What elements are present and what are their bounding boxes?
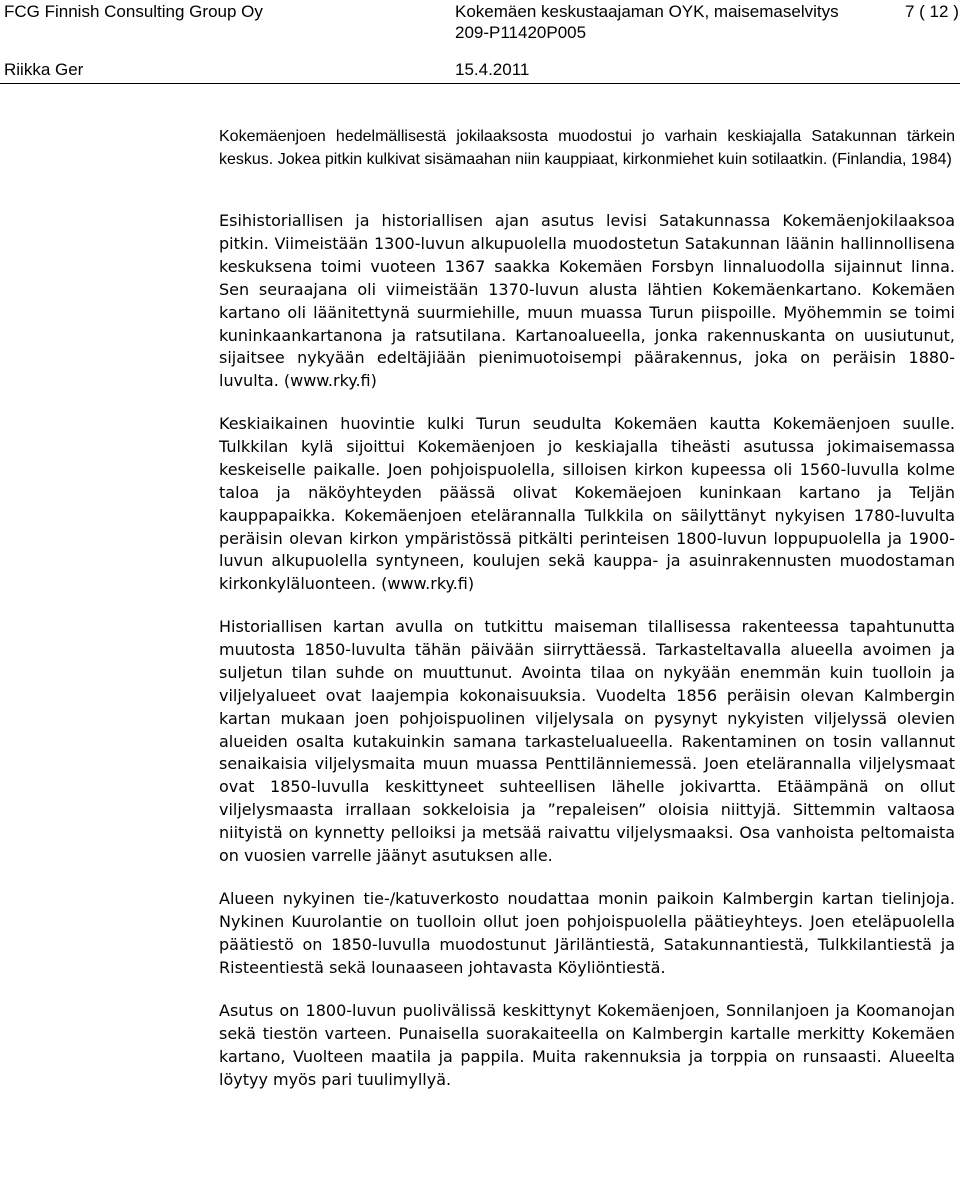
page-number: 7 ( 12 ) <box>905 2 959 21</box>
document-date: 15.4.2011 <box>455 60 530 79</box>
company-name: FCG Finnish Consulting Group Oy <box>4 2 263 21</box>
header-divider <box>0 83 960 84</box>
paragraph-settlement-1800s: Asutus on 1800-luvun puolivälissä keskittynyt Kokemäenjoen, Sonnilanjoen ja Koomanojan sekä tiestön varteen. Punaisella suorakaiteella on Kalmbergin kartalle merkitty Kokemäen kartano, Vuolteen maatila ja pappila. Muita rakennuksia ja torppia on runsaasti. Alueelta löytyy myös pari tuulimyllyä. <box>219 1001 955 1089</box>
paragraph-settlement-history: Esihistoriallisen ja historiallisen ajan asutus levisi Satakunnassa Kokemäenjokilaaksoa pitkin. Viimeistään 1300-luvun alkupuolella muodostetun Satakunnan läänin hallinnollisena keskuksena toimi vuoteen 1367 saakka Kokemäen Forsbyn linnaluodolla sijainnut linna. Sen seuraajana oli viimeistään 1370-luvun alusta lähtien Kokemäenkartano. Kokemäen kartano oli läänitettynä suurmiehille, muun muassa Turun piispoille. Myöhemmin se toimi kuninkaankartanona ja ratsutilana. Kartanoalueella, jonka rakennuskanta on uusiutunut, sijaitsee nykyään edeltäjiään pienimuotoisempi päärakennus, joka on peräisin 1880-luvulta. (www.rky.fi) <box>219 211 955 391</box>
document-title: Kokemäen keskustaajaman OYK, maisemaselvitys <box>455 2 839 21</box>
project-code: 209-P11420P005 <box>455 23 587 42</box>
paragraph-medieval-road: Keskiaikainen huovintie kulki Turun seudulta Kokemäen kautta Kokemäenjoen suulle. Tulkkilan kylä sijoittui Kokemäenjoen jo keskiajalla tiheästi asutussa jokimaisemassa keskeiselle paikalle. Joen pohjoispuolella, silloisen kirkon kupeessa oli 1560-luvulla kolme taloa ja näköyhteyden päässä olivat Kokemäejoen kuninkaan kartano ja Teljän kauppapaikka. Kokemäenjoen etelärannalla Tulkkila on säilyttänyt nykyisen 1780-luvulta peräisin olevan kirkon ympäristössä pitkälti perinteisen 1800-luvun loppupuolella ja 1900-luvun alkupuolella syntyneen, koulujen sekä kauppa- ja asuinrakennusten muodostaman kirkonkyläluonteen. (www.rky.fi) <box>219 414 955 594</box>
author-name: Riikka Ger <box>4 60 84 79</box>
paragraph-historical-map: Historiallisen kartan avulla on tutkittu maiseman tilallisessa rakenteessa tapahtunutta muutosta 1850-luvulta tähän päivään siirryttäessä. Tarkasteltavalla alueella avoimen ja suljetun tilan suhde on muuttunut. Avointa tilaa on nykyään enemmän kuin tuolloin ja viljelyalueet ovat laajempia kokonaisuuksia. Vuodelta 1856 peräisin olevan Kalmbergin kartan mukaan joen pohjoispuolinen viljelysala on pysynyt nykyisten viljelyssä olevien alueiden osalta kutakuinkin samana tarkastelualueella. Rakentaminen on tosin vallannut senaikaisia viljelysmaita muun muassa Penttilänniemessä. Joen etelärannalla viljelysmaat ovat 1850-luvulla keskittyneet suhteellisen lähelle jokivartta. Etäämpänä on ollut viljelysmaasta irrallaan sokkeloisia ja ”repaleisen” oloisia niittyjä. Sittemmin valtaosa niityistä on kynnetty pelloiksi ja metsää raivattu viljelysmaaksi. Osa vanhoista peltomaista on vuosien varrelle jäänyt asutuksen alle. <box>219 617 955 866</box>
paragraph-road-network: Alueen nykyinen tie-/katuverkosto noudattaa monin paikoin Kalmbergin kartan tielinjoja. Nykinen Kuurolantie on tuolloin ollut joen pohjoispuolella päätieyhteys. Joen eteläpuolella päätiestö on 1850-luvulla muodostunut Järiläntiestä, Satakunnantiestä, Tulkkilantiestä ja Risteentiestä sekä lounaaseen johtavasta Köyliöntiestä. <box>219 889 955 977</box>
paragraph-river-valley: Kokemäenjoen hedelmällisestä jokilaaksosta muodostui jo varhain keskiajalla Satakunnan tärkein keskus. Jokea pitkin kulkivat sisämaahan niin kauppiaat, kirkonmiehet kuin sotilaatkin. (Finlandia, 1984) <box>219 128 955 168</box>
